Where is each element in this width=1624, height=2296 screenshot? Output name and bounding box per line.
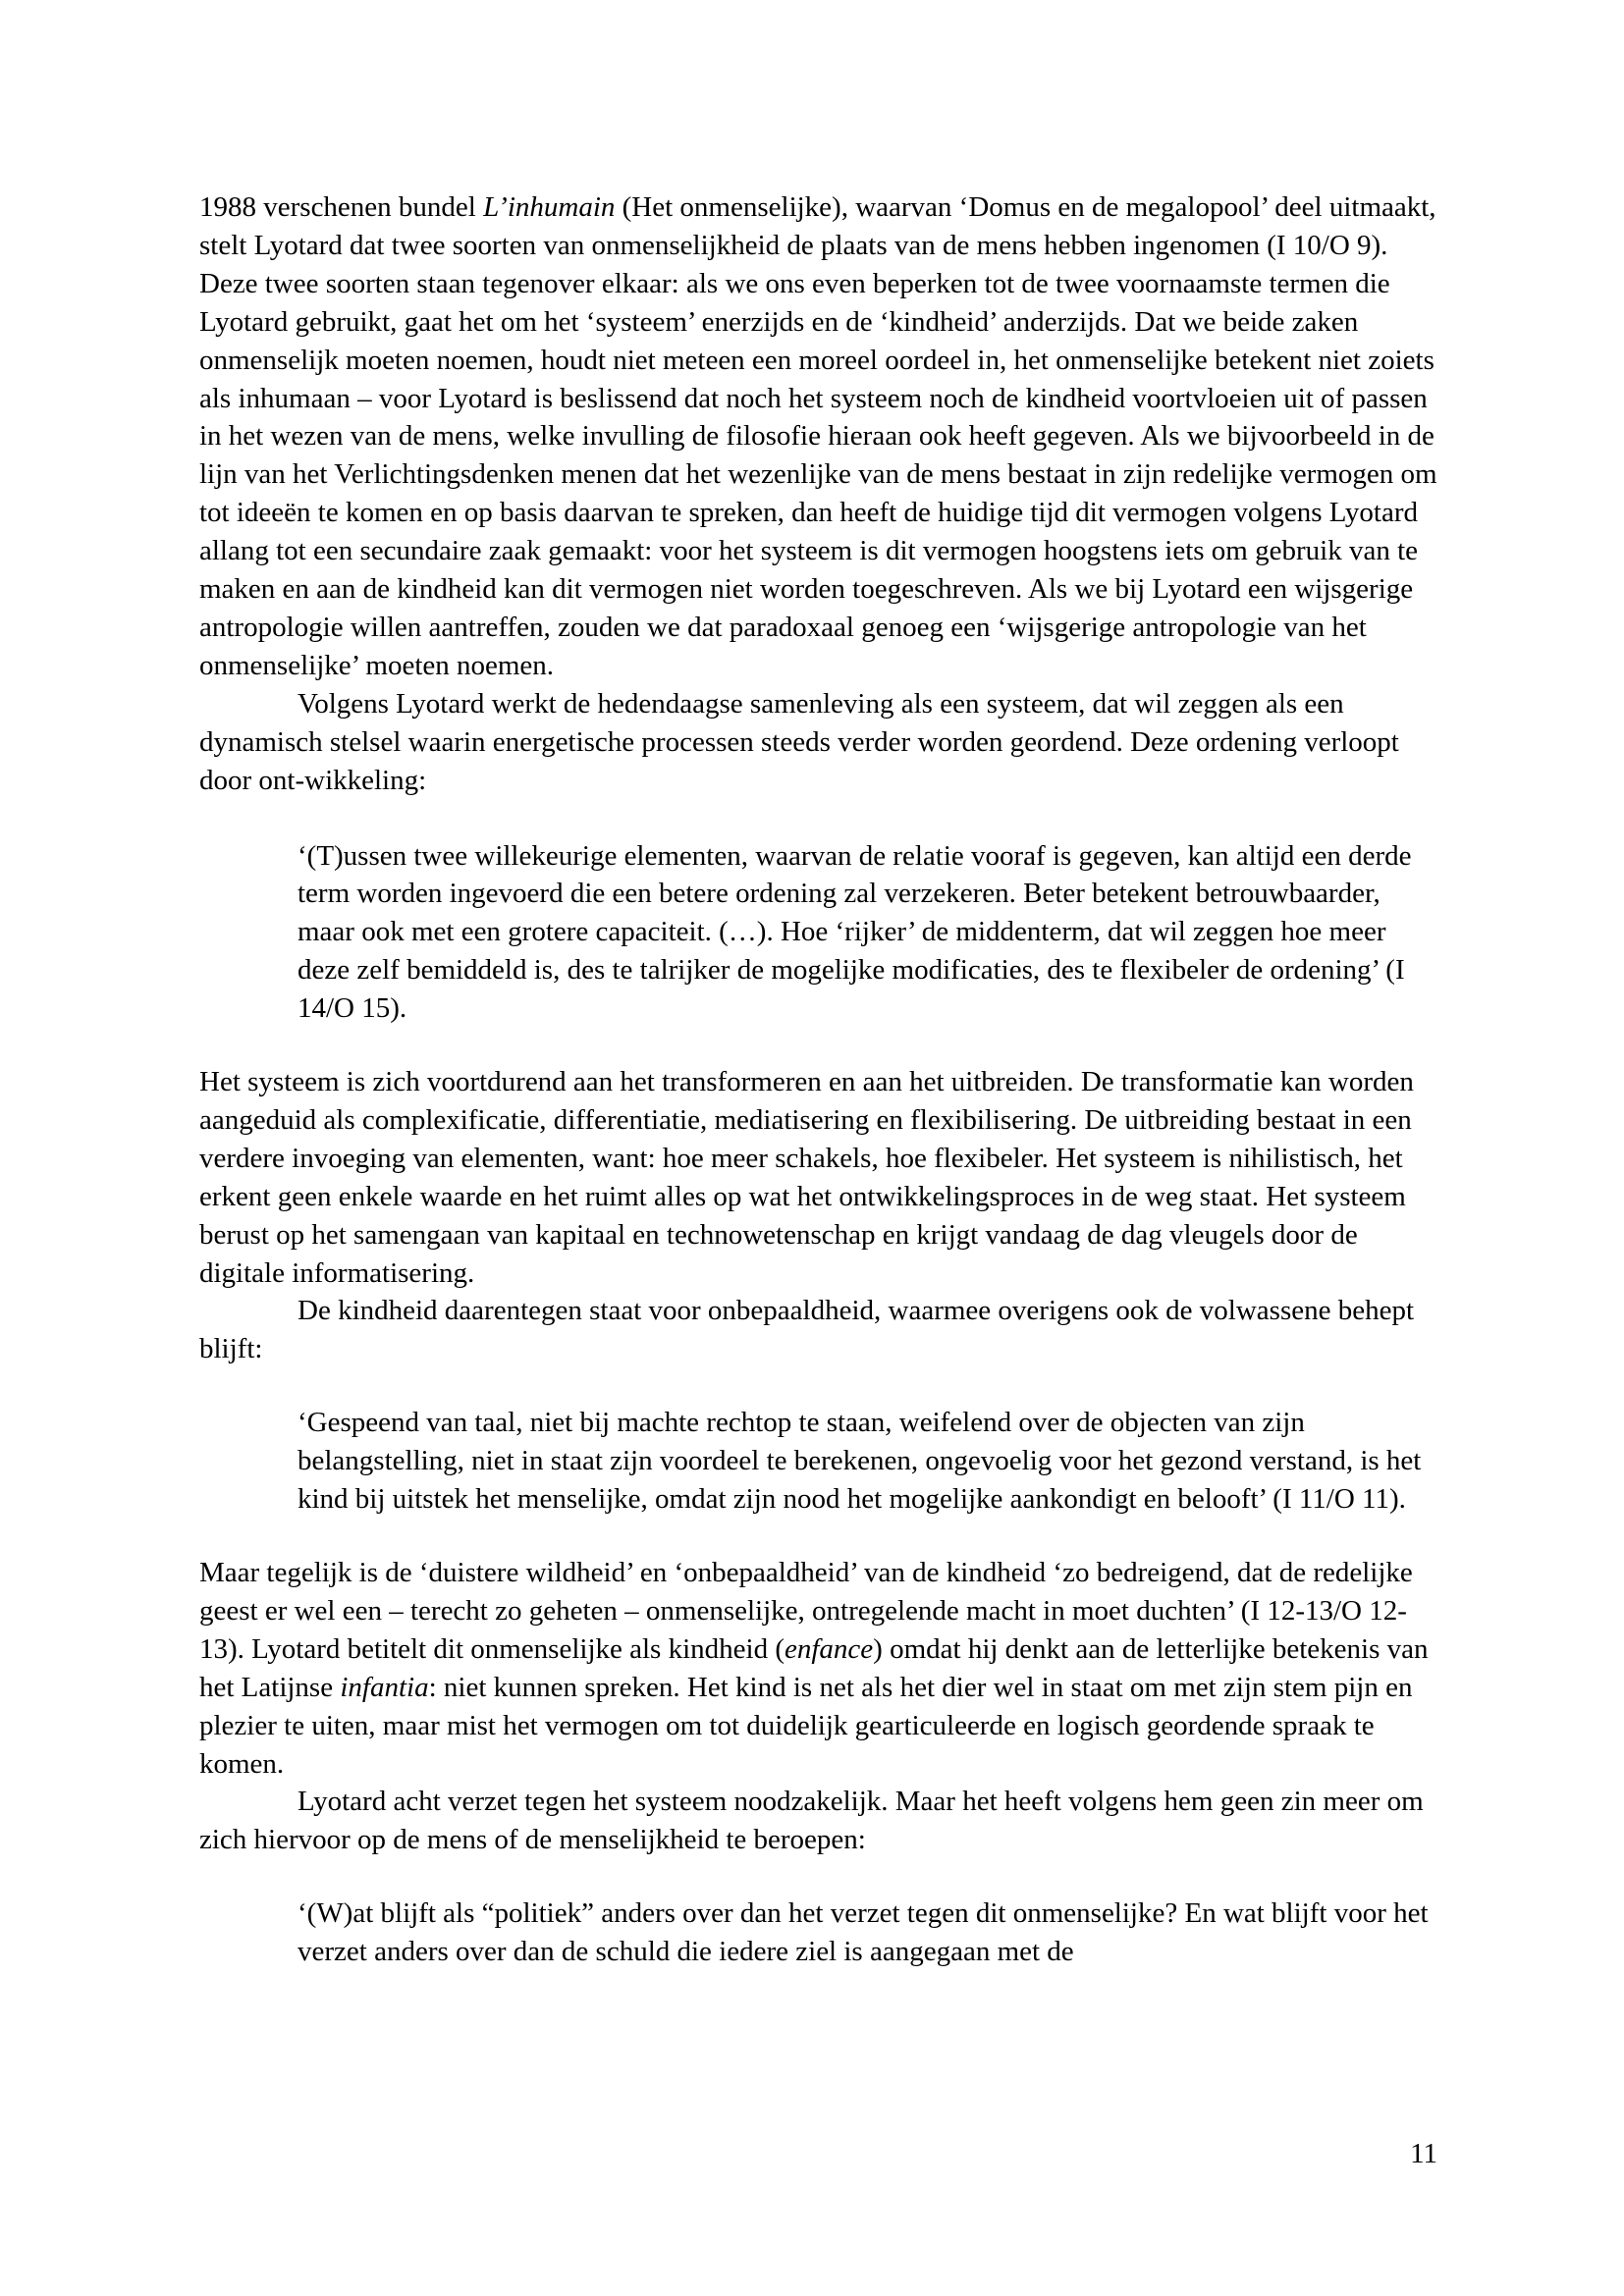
page-number: 11 bbox=[1410, 2138, 1437, 2169]
text-run: Lyotard acht verzet tegen het systeem noodzakelijk. Maar het heeft volgens hem geen zin meer om zich hiervoor op de mens of de menselijkheid te beroepen: bbox=[199, 1786, 1424, 1856]
block-quote bbox=[298, 1895, 1438, 1971]
text-run: : niet kunnen spreken. Het kind is net als het dier wel in staat om met zijn stem pijn en plezier te uiten, maar mist het vermogen om tot duidelijk gearticuleerde en logisch geordende spraak te komen. bbox=[199, 1671, 1413, 1780]
text-run: ‘(W)at blijft als “politiek” anders over dan het verzet tegen dit onmenselijke? En wat blijft voor het verzet anders over dan de schuld die iedere ziel is aangegaan met de bbox=[298, 1897, 1429, 1968]
block-quote bbox=[298, 1404, 1438, 1519]
body-paragraph bbox=[199, 1554, 1438, 1783]
italic-text: infantia bbox=[340, 1671, 429, 1703]
body-paragraph bbox=[199, 1783, 1438, 1859]
text-run: Volgens Lyotard werkt de hedendaagse samenleving als een systeem, dat wil zeggen als een dynamisch stelsel waarin energetische processen steeds verder worden geordend. Deze ordening verloopt door ont-wikkeling: bbox=[199, 687, 1399, 796]
italic-text: L’inhumain bbox=[483, 191, 616, 223]
text-run: Het systeem is zich voortdurend aan het transformeren en aan het uitbreiden. De transformatie kan worden aangeduid als complexificatie, differentiatie, mediatisering en flexibilisering. De uitbreiding bestaat in een verdere invoeging van elementen, want: hoe meer schakels, hoe flexibeler. Het systeem is nihilistisch, het erkent geen enkele waarde en het ruimt alles op wat het ontwikkelingsproces in de weg staat. Het systeem berust op het samengaan van kapitaal en technowetenschap en krijgt vandaag de dag vleugels door de digitale informatisering. bbox=[199, 1066, 1414, 1289]
text-run: ) omdat hij denkt aan de letterlijke betekenis van het Latijnse bbox=[199, 1632, 1429, 1703]
italic-text: enfance bbox=[785, 1632, 874, 1665]
text-run: Maar tegelijk is de ‘duistere wildheid’ en ‘onbepaaldheid’ van de kindheid ‘zo bedreigend, dat de redelijke geest er wel een – terecht zo geheten – onmenselijke, ontregelende macht in moet duchten’ (I 12-13/O 12-13). Lyotard betitelt dit onmenselijke als kindheid ( bbox=[199, 1557, 1413, 1665]
block-quote bbox=[298, 837, 1438, 1029]
text-run: ‘(T)ussen twee willekeurige elementen, waarvan de relatie vooraf is gegeven, kan altijd een derde term worden ingevoerd die een betere ordening zal verzekeren. Beter betekent betrouwbaarder, maar ook met een grotere capaciteit. (…). Hoe ‘rijker’ de middenterm, dat wil zeggen hoe meer deze zelf bemiddeld is, des te talrijker de mogelijke modificaties, des te flexibeler de ordening’ (I 14/O 15). bbox=[298, 839, 1412, 1025]
body-paragraph bbox=[199, 188, 1438, 685]
text-run: ‘Gespeend van taal, niet bij machte rechtop te staan, weifelend over de objecten van zijn belangstelling, niet in staat zijn voordeel te berekenen, ongevoelig voor het gezond verstand, is het kind bij uitstek het menselijke, omdat zijn nood het mogelijke aankondigt en belooft’ (I 11/O 11). bbox=[298, 1407, 1422, 1516]
text-run: (Het onmenselijke), waarvan ‘Domus en de megalopool’ deel uitmaakt, stelt Lyotard dat twee soorten van onmenselijkheid de plaats van de mens hebben ingenomen (I 10/O 9). Deze twee soorten staan tegenover elkaar: als we ons even beperken tot de twee voornaamste termen die Lyotard gebruikt, gaat het om het ‘systeem’ enerzijds en de ‘kindheid’ anderzijds. Dat we beide zaken onmenselijk moeten noemen, houdt niet meteen een moreel oordeel in, het onmenselijke betekent niet zoiets als inhumaan – voor Lyotard is beslissend dat noch het systeem noch de kindheid voortvloeien uit of passen in het wezen van de mens, welke invulling de filosofie hieraan ook heeft gegeven. Als we bijvoorbeeld in de lijn van het Verlichtingsdenken menen dat het wezenlijke van de mens bestaat in zijn redelijke vermogen om tot ideeën te komen en op basis daarvan te spreken, dan heeft de huidige tijd dit vermogen volgens Lyotard allang tot een secundaire zaak gemaakt: voor het systeem is dit vermogen hoogstens iets om gebruik van te maken en aan de kindheid kan dit vermogen niet worden toegeschreven. Als we bij Lyotard een wijsgerige antropologie willen aantreffen, zouden we dat paradoxaal genoeg een ‘wijsgerige antropologie van het onmenselijke’ moeten noemen. bbox=[199, 191, 1437, 681]
text-run: 1988 verschenen bundel bbox=[199, 191, 484, 223]
document-body bbox=[199, 188, 1438, 2006]
text-run: De kindheid daarentegen staat voor onbepaaldheid, waarmee overigens ook de volwassene behept blijft: bbox=[199, 1295, 1415, 1365]
body-paragraph bbox=[199, 685, 1438, 800]
body-paragraph bbox=[199, 1292, 1438, 1368]
body-paragraph bbox=[199, 1063, 1438, 1292]
